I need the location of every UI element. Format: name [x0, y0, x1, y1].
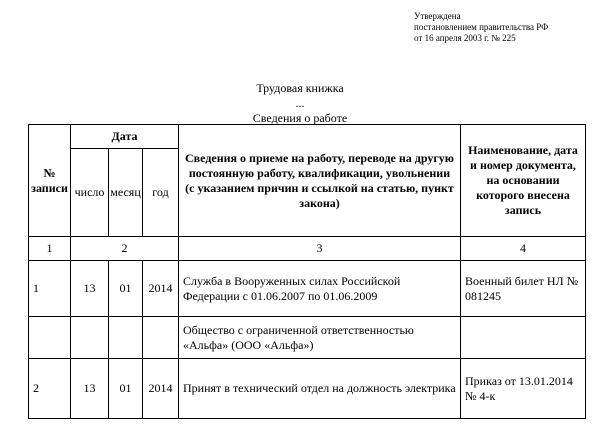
approval-line-2: постановлением правительства РФ	[414, 22, 549, 32]
header-record-number: № записи	[29, 125, 71, 237]
record-day: 13	[71, 261, 109, 317]
section-title: Сведения о работе	[252, 111, 348, 125]
record-info: Общество с ограниченной ответственностью «Альфа» (ООО «Альфа»)	[179, 317, 461, 359]
header-document: Наименование, дата и номер документа, на основании которого внесена запись	[461, 125, 586, 237]
table-row	[29, 261, 586, 317]
approval-stamp	[414, 11, 548, 44]
record-month: 01	[109, 261, 143, 317]
header-day: число	[71, 149, 109, 237]
document-title: Трудовая книжка	[256, 81, 344, 95]
approval-line-1: Утверждена	[414, 11, 461, 21]
header-year: год	[143, 149, 179, 237]
record-document: Приказ от 13.01.2014 № 4-к	[461, 359, 586, 419]
record-number: 2	[29, 359, 71, 419]
header-month: месяц	[109, 149, 143, 237]
record-year: 2014	[143, 359, 179, 419]
record-day: 13	[71, 359, 109, 419]
header-employment-info: Сведения о приеме на работу, переводе на другую постоянную работу, квалификации, увольнении (с указанием причин и ссылкой на статью, пункт закона)	[179, 125, 461, 237]
record-year	[143, 317, 179, 359]
record-number: 1	[29, 261, 71, 317]
title-ellipsis: ...	[295, 96, 305, 110]
record-month: 01	[109, 359, 143, 419]
record-document: Военный билет НЛ № 081245	[461, 261, 586, 317]
record-info: Служба в Вооруженных силах Российской Федерации с 01.06.2007 по 01.06.2009	[179, 261, 461, 317]
record-month	[109, 317, 143, 359]
column-number: 1	[29, 237, 71, 261]
record-day	[71, 317, 109, 359]
record-info: Принят в технический отдел на должность электрика	[179, 359, 461, 419]
column-number: 3	[179, 237, 461, 261]
table-row	[29, 359, 586, 419]
record-year: 2014	[143, 261, 179, 317]
column-number: 4	[461, 237, 586, 261]
column-number: 2	[71, 237, 179, 261]
column-number-row	[29, 237, 586, 261]
table-row	[29, 317, 586, 359]
work-record-table	[28, 124, 586, 419]
record-number	[29, 317, 71, 359]
approval-line-3: от 16 апреля 2003 г. № 225	[414, 33, 516, 43]
record-document	[461, 317, 586, 359]
header-date: Дата	[71, 125, 179, 149]
